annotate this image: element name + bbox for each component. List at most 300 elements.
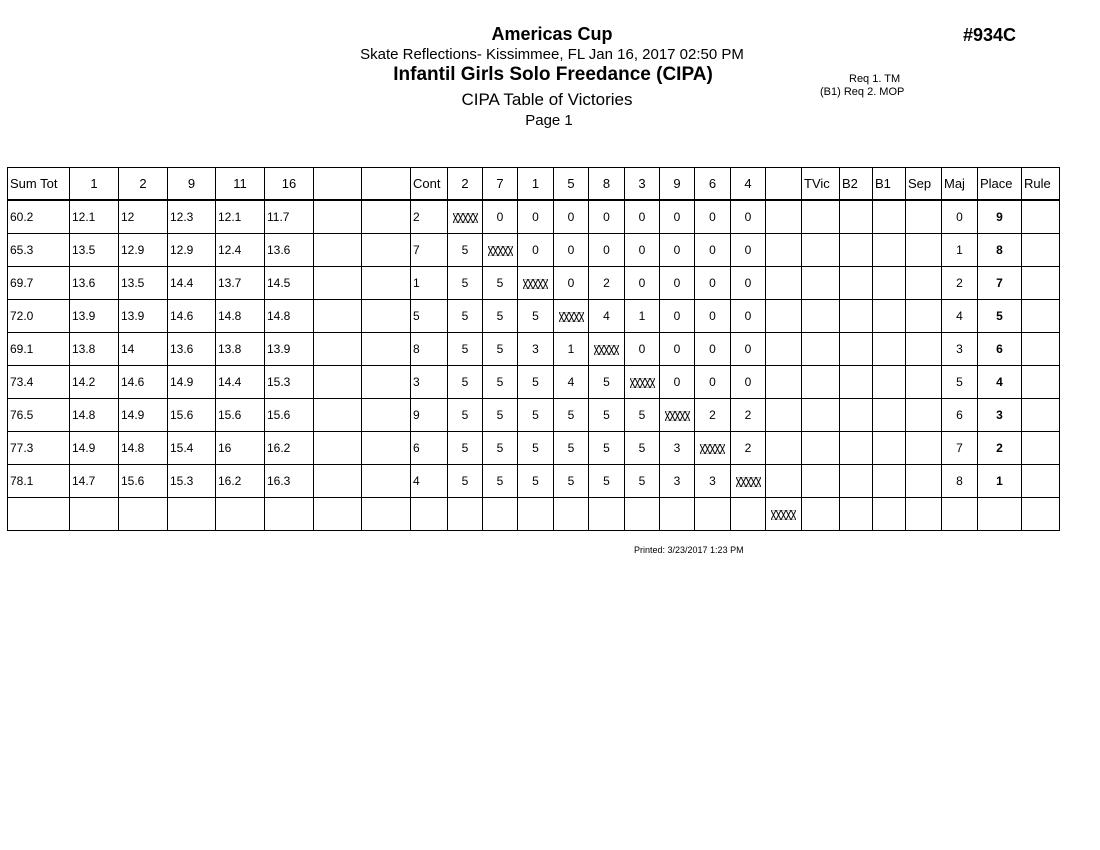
table-cell [362, 200, 411, 234]
table-cell: 4 [942, 300, 978, 333]
table-cell [840, 200, 873, 234]
column-header: 4 [731, 168, 766, 201]
table-row [8, 432, 1060, 465]
crosshatch-icon [665, 411, 690, 421]
table-cell: 13.5 [70, 234, 119, 267]
table-cell [314, 465, 362, 498]
table-cell: 7 [942, 432, 978, 465]
column-header: B2 [840, 168, 873, 201]
table-cell [1022, 399, 1060, 432]
table-cell [8, 498, 70, 531]
table-cell [906, 200, 942, 234]
table-cell: 4 [589, 300, 625, 333]
table-row [8, 465, 1060, 498]
table-cell [873, 300, 906, 333]
table-cell: 16.2 [216, 465, 265, 498]
table-cell: 78.1 [8, 465, 70, 498]
table-row [8, 234, 1060, 267]
table-cell: 5 [589, 432, 625, 465]
event-name: Infantil Girls Solo Freedance (CIPA) [393, 64, 713, 85]
table-cell: 14.8 [119, 432, 168, 465]
table-cell: 13.9 [70, 300, 119, 333]
table-cell: 9 [978, 200, 1022, 234]
table-cell: 5 [554, 399, 589, 432]
table-cell: 5 [483, 399, 518, 432]
column-header: 9 [168, 168, 216, 201]
table-cell: 15.3 [168, 465, 216, 498]
victories-table [7, 167, 1060, 531]
table-cell [1022, 333, 1060, 366]
table-cell: 0 [731, 333, 766, 366]
table-cell [70, 498, 119, 531]
table-cell [802, 432, 840, 465]
diagonal-self-cell [554, 300, 589, 333]
table-cell: 69.1 [8, 333, 70, 366]
table-cell: 5 [448, 399, 483, 432]
table-cell: 0 [660, 300, 695, 333]
table-cell: 0 [695, 234, 731, 267]
table-cell: 0 [731, 200, 766, 234]
table-cell [802, 498, 840, 531]
table-cell [362, 366, 411, 399]
page-number: Page 1 [525, 112, 573, 129]
table-cell: 73.4 [8, 366, 70, 399]
table-cell: 1 [942, 234, 978, 267]
table-cell [314, 399, 362, 432]
table-cell [840, 366, 873, 399]
table-cell: 0 [554, 234, 589, 267]
table-cell: 5 [448, 300, 483, 333]
table-cell: 2 [411, 200, 448, 234]
table-cell [906, 498, 942, 531]
table-cell: 12.3 [168, 200, 216, 234]
table-cell: 3 [660, 465, 695, 498]
diagonal-self-cell [731, 465, 766, 498]
crosshatch-icon [630, 378, 655, 388]
table-cell: 5 [518, 465, 554, 498]
table-cell [840, 333, 873, 366]
table-cell [906, 300, 942, 333]
table-cell: 15.6 [216, 399, 265, 432]
table-cell: 76.5 [8, 399, 70, 432]
table-cell [766, 333, 802, 366]
table-cell: 5 [625, 432, 660, 465]
table-cell: 0 [518, 200, 554, 234]
table-cell: 12.1 [216, 200, 265, 234]
table-cell: 5 [518, 399, 554, 432]
table-cell: 1 [978, 465, 1022, 498]
table-cell [411, 498, 448, 531]
table-cell [518, 498, 554, 531]
requirement-1: Req 1. TM [849, 73, 901, 85]
table-cell: 3 [978, 399, 1022, 432]
table-cell: 3 [660, 432, 695, 465]
column-header: 9 [660, 168, 695, 201]
table-cell: 7 [978, 267, 1022, 300]
table-cell [906, 399, 942, 432]
table-row [8, 366, 1060, 399]
table-cell [906, 432, 942, 465]
column-header: 2 [119, 168, 168, 201]
table-row [8, 399, 1060, 432]
table-cell [840, 399, 873, 432]
table-cell [906, 234, 942, 267]
diagonal-self-cell [589, 333, 625, 366]
table-cell: 0 [695, 200, 731, 234]
table-cell [766, 432, 802, 465]
table-cell [873, 465, 906, 498]
column-header: 1 [518, 168, 554, 201]
column-header: 6 [695, 168, 731, 201]
table-row [8, 267, 1060, 300]
table-cell [1022, 200, 1060, 234]
table-cell [1022, 267, 1060, 300]
table-cell [906, 465, 942, 498]
table-cell: 15.6 [168, 399, 216, 432]
table-cell: 3 [695, 465, 731, 498]
diagonal-self-cell [518, 267, 554, 300]
table-cell: 8 [411, 333, 448, 366]
table-cell: 0 [695, 333, 731, 366]
table-cell: 13.8 [216, 333, 265, 366]
column-header [362, 168, 411, 201]
column-header: TVic [802, 168, 840, 201]
table-cell: 5 [448, 333, 483, 366]
table-cell: 0 [625, 333, 660, 366]
table-cell [314, 333, 362, 366]
table-cell: 13.9 [265, 333, 314, 366]
table-cell [448, 498, 483, 531]
table-cell [802, 465, 840, 498]
table-cell: 15.4 [168, 432, 216, 465]
diagonal-self-cell [660, 399, 695, 432]
table-cell [362, 300, 411, 333]
column-header: 7 [483, 168, 518, 201]
column-header: 16 [265, 168, 314, 201]
column-header: 1 [70, 168, 119, 201]
table-cell: 5 [554, 465, 589, 498]
column-header [314, 168, 362, 201]
table-cell: 0 [942, 200, 978, 234]
table-cell: 5 [483, 465, 518, 498]
table-cell [802, 200, 840, 234]
crosshatch-icon [523, 279, 548, 289]
competition-title: Americas Cup [491, 24, 613, 44]
table-cell [314, 200, 362, 234]
table-cell: 15.6 [265, 399, 314, 432]
table-cell: 4 [554, 366, 589, 399]
table-cell: 0 [731, 366, 766, 399]
table-cell [625, 498, 660, 531]
diagonal-self-cell [695, 432, 731, 465]
table-cell [731, 498, 766, 531]
table-row [8, 300, 1060, 333]
table-cell: 14.9 [168, 366, 216, 399]
table-cell [942, 498, 978, 531]
table-cell: 9 [411, 399, 448, 432]
table-cell [1022, 234, 1060, 267]
table-cell: 2 [731, 432, 766, 465]
column-header: B1 [873, 168, 906, 201]
table-cell: 0 [589, 234, 625, 267]
table-cell: 13.8 [70, 333, 119, 366]
table-cell: 3 [411, 366, 448, 399]
table-cell: 5 [589, 366, 625, 399]
table-cell [216, 498, 265, 531]
table-cell [265, 498, 314, 531]
table-cell [766, 234, 802, 267]
column-header: 2 [448, 168, 483, 201]
table-cell [840, 267, 873, 300]
table-cell: 5 [625, 399, 660, 432]
table-cell: 16.2 [265, 432, 314, 465]
table-cell [589, 498, 625, 531]
table-cell: 69.7 [8, 267, 70, 300]
table-cell: 5 [518, 300, 554, 333]
table-cell: 12.4 [216, 234, 265, 267]
table-cell: 13.6 [168, 333, 216, 366]
table-cell [660, 498, 695, 531]
table-cell [906, 366, 942, 399]
table-cell: 6 [978, 333, 1022, 366]
table-cell: 13.6 [265, 234, 314, 267]
table-cell: 14.8 [216, 300, 265, 333]
table-cell [766, 399, 802, 432]
crosshatch-icon [488, 246, 513, 256]
table-cell: 5 [942, 366, 978, 399]
table-cell: 14.9 [119, 399, 168, 432]
table-cell: 4 [978, 366, 1022, 399]
table-cell [766, 465, 802, 498]
table-cell [362, 432, 411, 465]
table-cell: 60.2 [8, 200, 70, 234]
table-cell [362, 399, 411, 432]
requirement-2: (B1) Req 2. MOP [820, 86, 905, 98]
table-cell: 4 [411, 465, 448, 498]
table-cell: 2 [589, 267, 625, 300]
table-cell: 16 [216, 432, 265, 465]
table-cell [873, 432, 906, 465]
table-cell: 5 [483, 300, 518, 333]
column-header: Cont [411, 168, 448, 201]
table-cell: 14 [119, 333, 168, 366]
table-cell: 5 [483, 267, 518, 300]
table-cell: 5 [448, 267, 483, 300]
table-cell: 13.6 [70, 267, 119, 300]
diagonal-self-cell [483, 234, 518, 267]
table-cell: 0 [660, 267, 695, 300]
table-cell: 0 [554, 200, 589, 234]
table-cell: 12.9 [119, 234, 168, 267]
table-cell: 0 [625, 200, 660, 234]
table-cell: 3 [518, 333, 554, 366]
table-cell [362, 333, 411, 366]
column-header: 8 [589, 168, 625, 201]
table-cell [554, 498, 589, 531]
table-cell: 14.8 [70, 399, 119, 432]
crosshatch-icon [453, 213, 478, 223]
table-cell: 0 [554, 267, 589, 300]
table-cell [168, 498, 216, 531]
table-cell [314, 267, 362, 300]
column-header: Sum Tot [8, 168, 70, 201]
table-cell: 0 [660, 200, 695, 234]
table-cell: 13.7 [216, 267, 265, 300]
table-cell: 5 [518, 432, 554, 465]
table-cell [695, 498, 731, 531]
crosshatch-icon [700, 444, 725, 454]
table-cell: 5 [554, 432, 589, 465]
printed-timestamp: Printed: 3/23/2017 1:23 PM [634, 545, 744, 555]
table-cell: 14.7 [70, 465, 119, 498]
table-cell: 0 [695, 300, 731, 333]
table-cell: 0 [625, 234, 660, 267]
table-cell: 5 [483, 333, 518, 366]
venue-date-line: Skate Reflections- Kissimmee, FL Jan 16, 2017 02:50 PM [360, 46, 744, 63]
table-cell [840, 300, 873, 333]
table-cell: 13.5 [119, 267, 168, 300]
table-cell [873, 267, 906, 300]
table-cell [362, 234, 411, 267]
table-cell: 6 [942, 399, 978, 432]
table-cell [1022, 498, 1060, 531]
column-header: 11 [216, 168, 265, 201]
table-cell [766, 267, 802, 300]
table-cell: 1 [554, 333, 589, 366]
column-header: Maj [942, 168, 978, 201]
table-cell: 0 [695, 267, 731, 300]
table-cell: 77.3 [8, 432, 70, 465]
event-code: #934C [963, 25, 1017, 45]
table-cell [362, 267, 411, 300]
table-row [8, 498, 1060, 531]
table-cell [906, 333, 942, 366]
table-cell: 5 [518, 366, 554, 399]
table-cell: 5 [411, 300, 448, 333]
table-cell: 14.4 [216, 366, 265, 399]
table-cell [314, 234, 362, 267]
table-cell [906, 267, 942, 300]
table-cell: 16.3 [265, 465, 314, 498]
table-cell: 2 [731, 399, 766, 432]
table-cell [766, 300, 802, 333]
table-cell: 5 [448, 234, 483, 267]
diagonal-self-cell [766, 498, 802, 531]
table-cell [840, 432, 873, 465]
table-cell [766, 200, 802, 234]
report-subtitle: CIPA Table of Victories [461, 90, 633, 109]
table-cell: 0 [660, 234, 695, 267]
crosshatch-icon [559, 312, 584, 322]
table-cell: 14.6 [119, 366, 168, 399]
table-cell: 2 [978, 432, 1022, 465]
table-cell [873, 498, 906, 531]
column-header: Sep [906, 168, 942, 201]
table-cell: 14.6 [168, 300, 216, 333]
table-cell: 0 [731, 234, 766, 267]
crosshatch-icon [771, 510, 796, 520]
table-cell: 0 [625, 267, 660, 300]
table-cell: 0 [660, 333, 695, 366]
table-cell [873, 333, 906, 366]
table-cell: 5 [978, 300, 1022, 333]
table-cell: 7 [411, 234, 448, 267]
table-cell [873, 366, 906, 399]
table-cell: 13.9 [119, 300, 168, 333]
table-cell: 0 [483, 200, 518, 234]
table-header-row [8, 168, 1060, 201]
table-cell: 8 [978, 234, 1022, 267]
table-cell [802, 333, 840, 366]
table-cell [840, 234, 873, 267]
table-cell: 5 [483, 432, 518, 465]
table-cell: 6 [411, 432, 448, 465]
table-cell [802, 300, 840, 333]
table-cell [840, 498, 873, 531]
crosshatch-icon [594, 345, 619, 355]
table-cell: 0 [589, 200, 625, 234]
table-cell: 72.0 [8, 300, 70, 333]
table-cell: 15.6 [119, 465, 168, 498]
table-cell [314, 300, 362, 333]
table-cell [119, 498, 168, 531]
table-cell: 3 [942, 333, 978, 366]
table-cell: 1 [411, 267, 448, 300]
table-cell [766, 366, 802, 399]
table-cell: 8 [942, 465, 978, 498]
table-cell [802, 267, 840, 300]
table-cell: 0 [695, 366, 731, 399]
table-cell: 1 [625, 300, 660, 333]
table-cell [1022, 300, 1060, 333]
table-cell: 0 [518, 234, 554, 267]
table-cell: 12.1 [70, 200, 119, 234]
table-cell: 0 [660, 366, 695, 399]
table-cell [1022, 465, 1060, 498]
table-cell [873, 200, 906, 234]
table-cell: 5 [589, 465, 625, 498]
table-cell [840, 465, 873, 498]
diagonal-self-cell [448, 200, 483, 234]
table-cell: 12 [119, 200, 168, 234]
table-cell [873, 234, 906, 267]
table-row [8, 200, 1060, 234]
table-cell [362, 498, 411, 531]
column-header: Rule [1022, 168, 1060, 201]
table-cell: 0 [731, 300, 766, 333]
table-cell: 5 [589, 399, 625, 432]
column-header: Place [978, 168, 1022, 201]
table-cell [873, 399, 906, 432]
table-cell [314, 498, 362, 531]
table-cell: 14.8 [265, 300, 314, 333]
diagonal-self-cell [625, 366, 660, 399]
table-cell: 2 [942, 267, 978, 300]
table-cell: 15.3 [265, 366, 314, 399]
table-cell [802, 234, 840, 267]
table-cell [314, 432, 362, 465]
table-cell [802, 399, 840, 432]
table-cell: 11.7 [265, 200, 314, 234]
column-header [766, 168, 802, 201]
table-cell: 5 [448, 366, 483, 399]
table-cell: 2 [695, 399, 731, 432]
table-cell: 14.4 [168, 267, 216, 300]
table-cell: 65.3 [8, 234, 70, 267]
table-cell: 14.5 [265, 267, 314, 300]
table-cell: 5 [625, 465, 660, 498]
crosshatch-icon [736, 477, 761, 487]
